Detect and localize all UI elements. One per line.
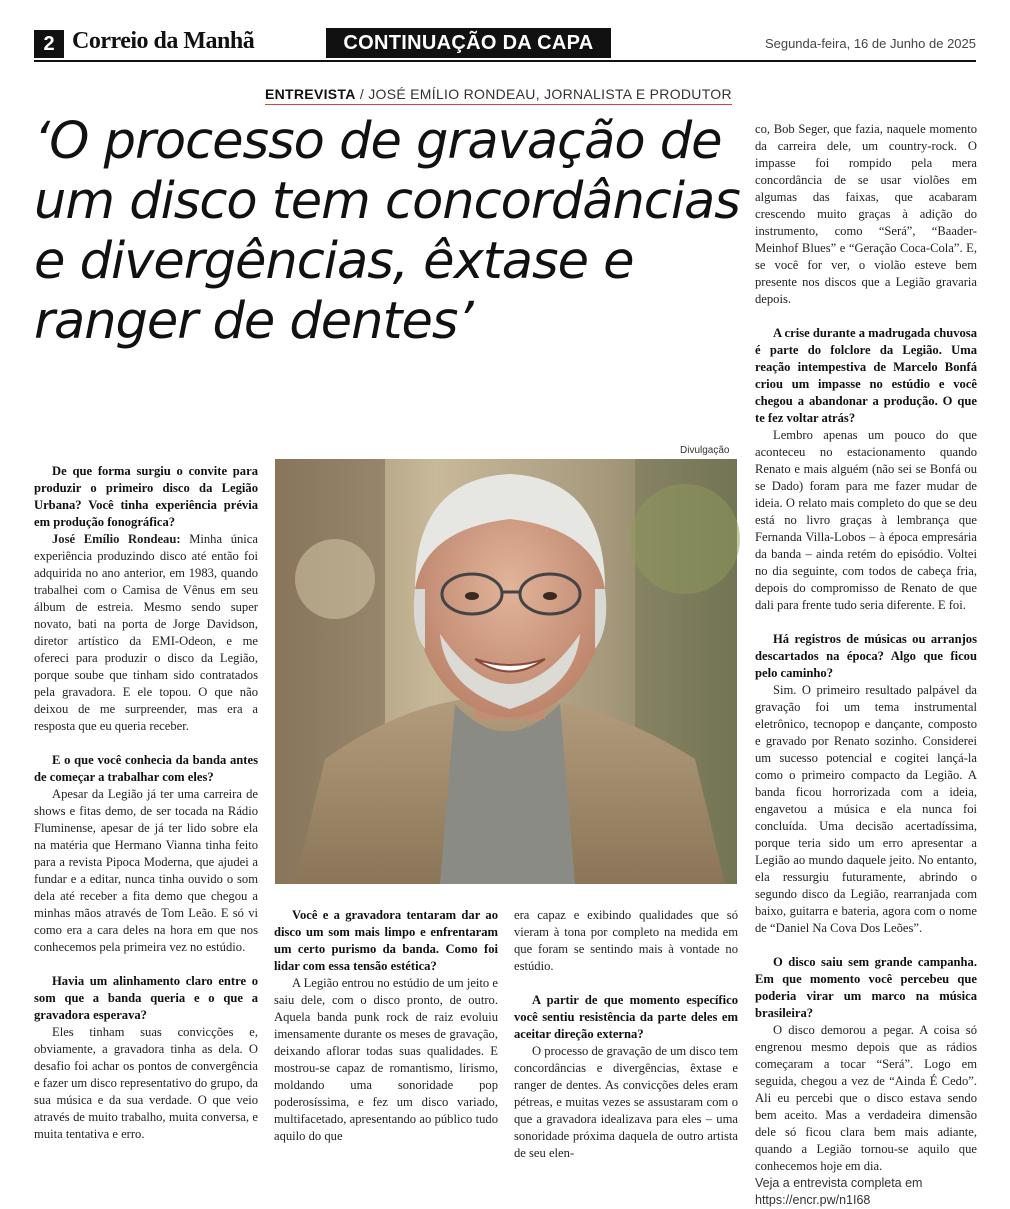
column-4 [755, 121, 977, 1209]
answer: Sim. O primeiro resultado palpável da gravação foi um tema instrumental eletrônico, tecnopop e dançante, composto e gravado por Renato sozinho. Considerei um sucesso potencial e cogitei lançá-la como o primeiro compacto da Legião. A banda ficou horrorizada com a ideia, engavetou a música e ela nunca foi concluída. Uma decisão acertadíssima, porque teria sido um erro apresentar a Legião ao mundo daquele jeito. No entanto, ela ressurgiu futuramente, abrindo o segundo disco da Legião, rearranjada com baixo, guitarra e bateria, agora com o nome de “Daniel Na Cova Dos Leões”. [755, 683, 977, 935]
speaker-name: José Emílio Rondeau: [52, 532, 181, 546]
answer-continued: co, Bob Seger, que fazia, naquele momento da carreira dele, um country-rock. O impasse foi rompido pela mera concordância de se usar violões em algumas das faixas, que acabaram crescendo muito graças à adição do instrumento, como “Será”, “Baader-Meinhof Blues” e “Geração Coca-Cola”. E, se você for ver, o violão esteve bem presente nos discos que a Legião gravaria depois. [755, 122, 977, 306]
web-link-note[interactable]: Veja a entrevista completa em https://encr.pw/n1I68 [755, 1176, 923, 1207]
answer: O processo de gravação de um disco tem concordâncias e divergências, êxtase e ranger de dentes. As convicções deles eram pétreas, e muitas vezes se assustaram com o que a gravadora idealizava para eles – uma sonoridade próxima daquela de outro artista de seu elen- [514, 1044, 738, 1160]
issue-date: Segunda-feira, 16 de Junho de 2025 [764, 36, 976, 51]
question: De que forma surgiu o convite para produzir o primeiro disco da Legião Urbana? Você tinha experiência prévia em produção fonográfica? [34, 464, 258, 529]
question: E o que você conhecia da banda antes de começar a trabalhar com eles? [34, 753, 258, 784]
question: A partir de que momento específico você sentiu resistência da parte deles em aceitar direção externa? [514, 993, 738, 1041]
article-headline: ‘O processo de gravação de um disco tem concordâncias e divergências, êxtase e ranger de dentes’ [34, 112, 740, 351]
answer: Eles tinham suas convicções e, obviamente, a gravadora tinha as dela. O desafio foi achar os pontos de convergência e fazer um disco representativo do grupo, da sua música e da sua verdade. O que veio através de muito trabalho, muita conversa, e muita tentativa e erro. [34, 1025, 258, 1141]
answer: O disco demorou a pegar. A coisa só engrenou mesmo depois que as rádios começaram a tocar “Será”. Logo em seguida, chegou a vez de “Ainda É Cedo”. Ali eu percebi que o disco estava sendo bem aceito. Mas a verdadeira dimensão dele só ficou clara bem mais adiante, quando a Legião tornou-se aquilo que conhecemos hoje em dia. [755, 1023, 977, 1173]
column-3 [514, 907, 738, 1162]
photo-credit: Divulgação [680, 445, 730, 456]
section-label: CONTINUAÇÃO DA CAPA [326, 28, 611, 58]
header-rule [34, 60, 976, 62]
answer: Apesar da Legião já ter uma carreira de shows e fitas demo, de ser tocada na Rádio Fluminense, apesar de já ter lido sobre ela na matéria que Hermano Vianna tinha feito para a revista Pipoca Moderna, que ajudei a fundar e a editar, nunca tinha ouvido o som dela até receber a fita demo que chegou a minhas mãos através de Tom Leão. E só vi como era a cara deles na hora em que nos conhecemos pela primeira vez no estúdio. [34, 787, 258, 954]
kicker-subject: / JOSÉ EMÍLIO RONDEAU, JORNALISTA E PRODUTOR [355, 86, 732, 102]
newspaper-name: Correio da Manhã [72, 28, 255, 54]
answer-text: Minha única experiência produzindo disco até então foi adquirida no ano anterior, em 1983, quando trabalhei com o Camisa de Vênus em seu álbum de estreia. Mesmo sendo super novato, bati na porta de Jorge Davidson, diretor artístico da EMI-Odeon, e me ofereci para produzir o disco da Legião, porque soube que tinham sido contratados pela gravadora. E ele topou. O que não deixou de me surpreender, mas era a resposta que eu queria receber. [34, 532, 258, 733]
article-kicker [265, 86, 732, 105]
page-header [34, 28, 976, 62]
column-1 [34, 463, 258, 1143]
kicker-label: ENTREVISTA [265, 86, 356, 102]
answer: A Legião entrou no estúdio de um jeito e saiu dele, com o disco pronto, de outro. Aquela banda punk rock de raiz evoluiu imensamente durante os meses de gravação, deixando aflorar todas suas qualidades. E mostrou-se capaz de romantismo, lirismo, moldando uma sonoridade pop poderosíssima, e fez um disco variado, multifacetado, apresentando ao público tudo aquilo do que [274, 976, 498, 1143]
question: Há registros de músicas ou arranjos descartados na época? Algo que ficou pelo caminho? [755, 632, 977, 680]
portrait-image [275, 459, 737, 884]
page-number: 2 [34, 30, 64, 58]
question: Você e a gravadora tentaram dar ao disco um som mais limpo e enfrentaram um certo purismo da banda. Como foi lidar com essa tensão estética? [274, 908, 498, 973]
column-2 [274, 907, 498, 1145]
question: A crise durante a madrugada chuvosa é parte do folclore da Legião. Uma reação intempestiva de Marcelo Bonfá criou um impasse no estúdio e você chegou a abandonar a produção. O que te fez voltar atrás? [755, 326, 977, 425]
interviewee-portrait [275, 459, 737, 884]
answer [34, 531, 258, 735]
question: O disco saiu sem grande campanha. Em que momento você percebeu que poderia virar um marco na música brasileira? [755, 955, 977, 1020]
question: Havia um alinhamento claro entre o som que a banda queria e o que a gravadora esperava? [34, 974, 258, 1022]
answer: Lembro apenas um pouco do que aconteceu no estacionamento quando Renato e mais alguém (não sei se Bonfá ou se Dado) foram para me fazer mudar de ideia. O relato mais completo do que se deu está no livro graças à lembrança que Fernanda Villa-Lobos – à época empresária da banda – ainda retém do episódio. Voltei no dia seguinte, com todos de cabeça fria, depois do compromisso de Renato de que dali para frente tudo seria diferente. E foi. [755, 428, 977, 612]
answer-continued: era capaz e exibindo qualidades que só vieram à tona por completo na medida em que foram se sentindo mais à vontade no estúdio. [514, 908, 738, 973]
